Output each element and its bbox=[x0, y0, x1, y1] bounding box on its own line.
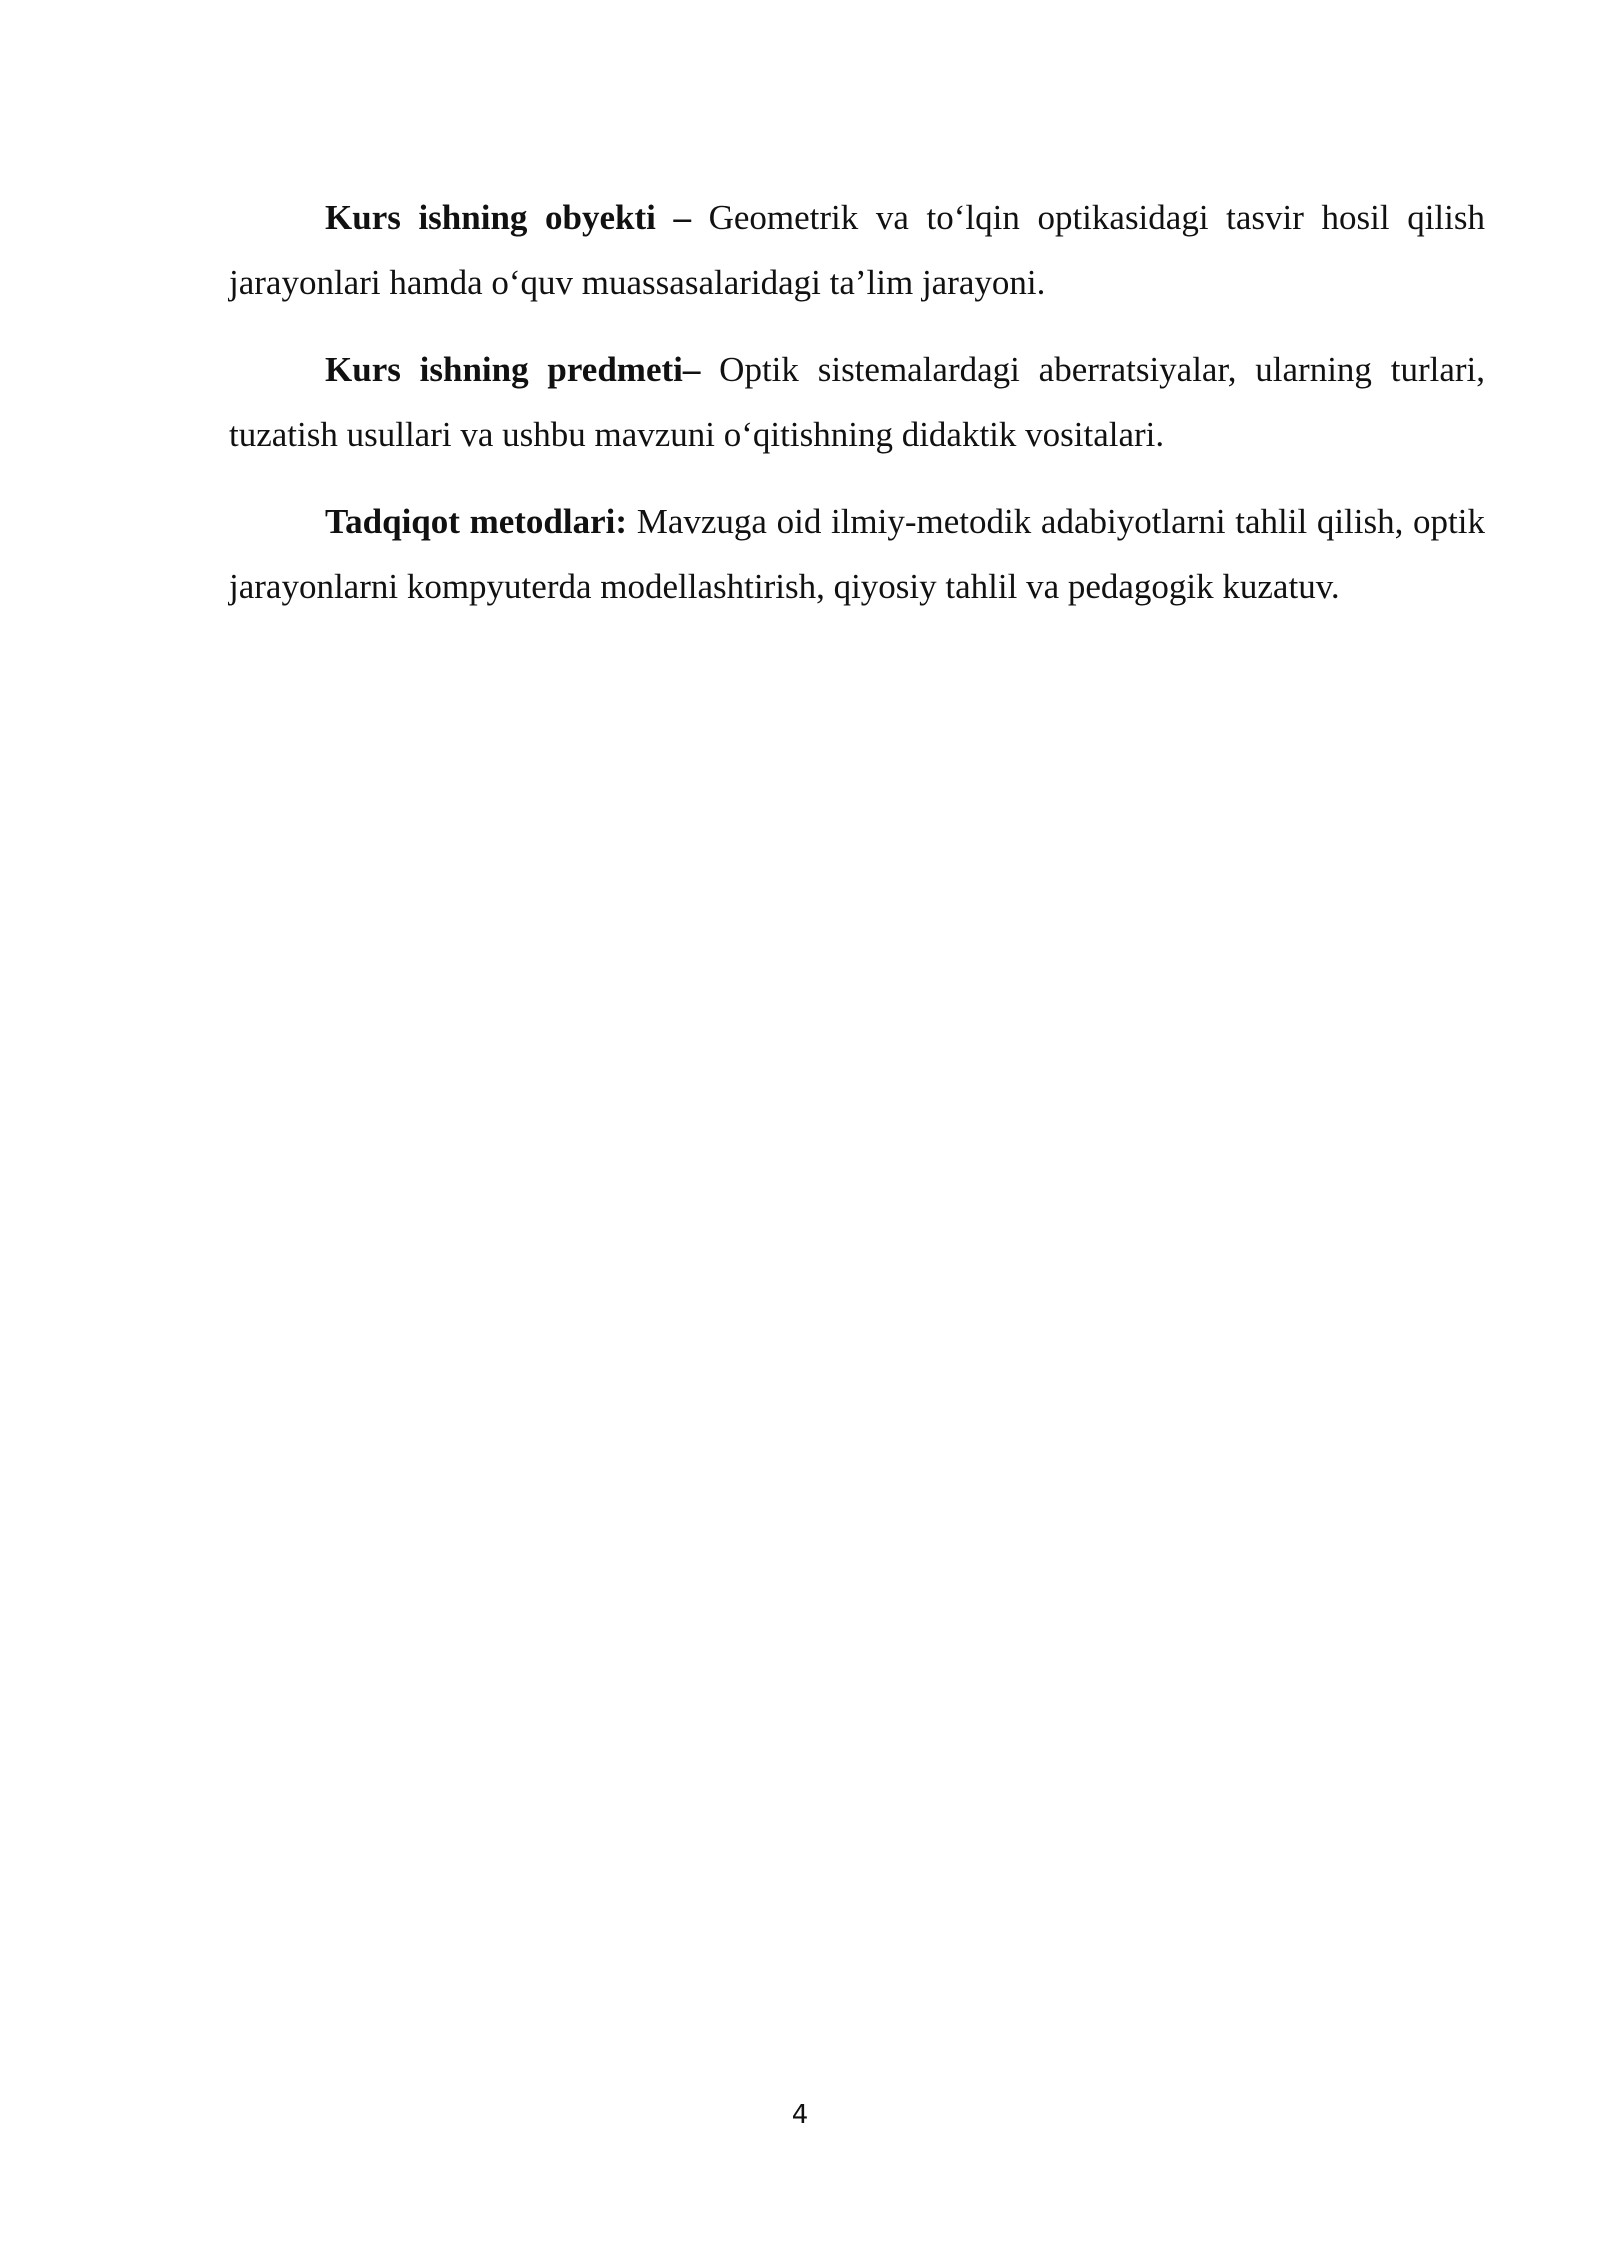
paragraph-research-subject bbox=[229, 337, 1485, 467]
paragraph-term: Kurs ishning obyekti – bbox=[325, 198, 691, 237]
paragraph-term: Kurs ishning predmeti– bbox=[325, 350, 701, 389]
paragraph-term: Tadqiqot metodlari: bbox=[325, 502, 628, 541]
page-body bbox=[229, 185, 1485, 641]
paragraph-research-object bbox=[229, 185, 1485, 315]
paragraph-text: Optik sistemalardagi aberratsiyalar, ularning turlari, tuzatish usullari va ushbu mavzuni o‘qitishning didaktik vositalari. bbox=[229, 350, 1485, 454]
paragraph-research-methods bbox=[229, 489, 1485, 619]
paragraph-text: Geometrik va to‘lqin optikasidagi tasvir hosil qilish jarayonlari hamda o‘quv muassasalaridagi ta’lim jarayoni. bbox=[229, 198, 1485, 302]
page-number: 4 bbox=[791, 2100, 809, 2130]
paragraph-text: Mavzuga oid ilmiy-metodik adabiyotlarni tahlil qilish, optik jarayonlarni kompyuterda modellashtirish, qiyosiy tahlil va pedagogik kuzatuv. bbox=[229, 502, 1485, 606]
